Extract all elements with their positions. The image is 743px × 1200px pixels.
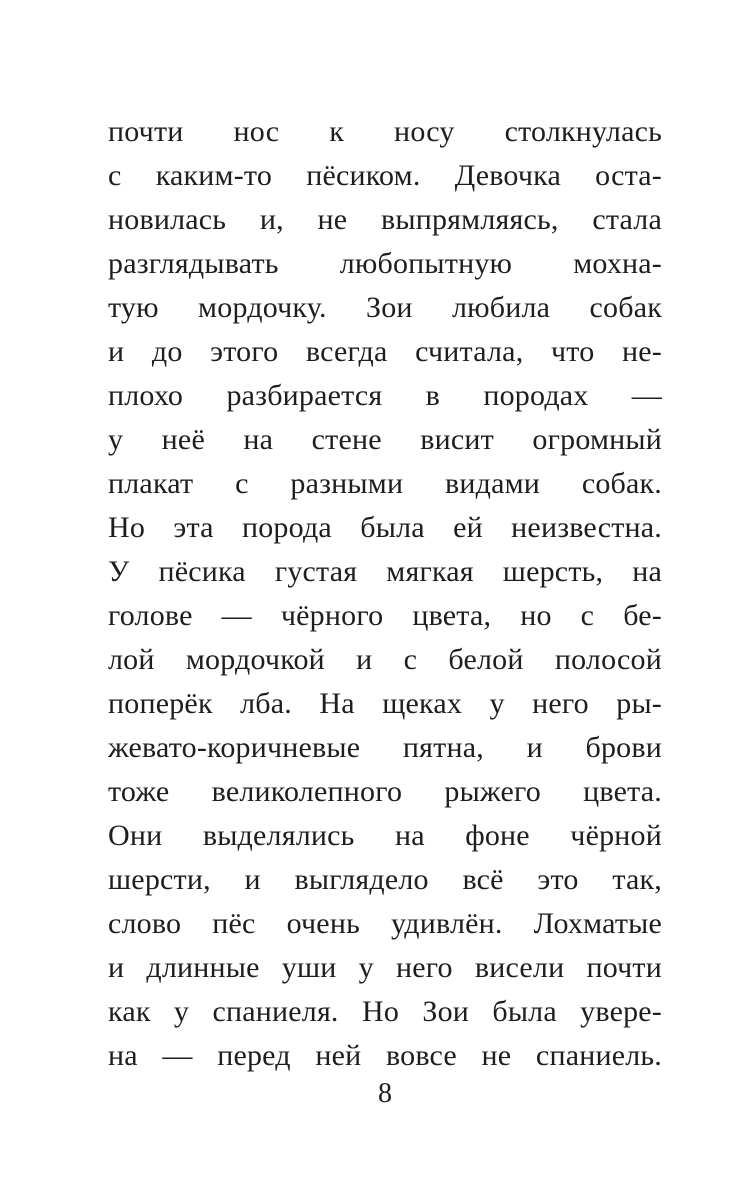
text-line: Они выделялись на фоне чёрной [108, 819, 662, 852]
text-line: плохо разбирается в породах — [108, 379, 662, 412]
text-line: на — перед ней вовсе не спаниель. [108, 1039, 662, 1072]
text-line: Но эта порода была ей неизвестна. [108, 511, 662, 544]
body-text-block [108, 110, 662, 1078]
text-line: у неё на стене висит огромный [108, 423, 662, 456]
text-line: голове — чёрного цвета, но с бе- [108, 599, 662, 632]
text-line: лой мордочкой и с белой полосой [108, 643, 662, 676]
text-line: поперёк лба. На щеках у него ры- [108, 687, 662, 720]
text-line: слово пёс очень удивлён. Лохматые [108, 907, 662, 940]
text-line: с каким-то пёсиком. Девочка оста- [108, 159, 662, 192]
text-line: и длинные уши у него висели почти [108, 951, 662, 984]
text-line: тоже великолепного рыжего цвета. [108, 775, 662, 808]
text-line: тую мордочку. Зои любила собак [108, 291, 662, 324]
text-line: У пёсика густая мягкая шерсть, на [108, 555, 662, 588]
text-line: как у спаниеля. Но Зои была увере- [108, 995, 662, 1028]
text-line: новилась и, не выпрямляясь, стала [108, 203, 662, 236]
text-line: шерсти, и выглядело всё это так, [108, 863, 662, 896]
text-line: плакат с разными видами собак. [108, 467, 662, 500]
text-line: жевато-коричневые пятна, и брови [108, 731, 662, 764]
text-line: и до этого всегда считала, что не- [108, 335, 662, 368]
page-number: 8 [378, 1078, 392, 1109]
text-line: разглядывать любопытную мохна- [108, 247, 662, 280]
text-line: почти нос к носу столкнулась [108, 115, 662, 148]
